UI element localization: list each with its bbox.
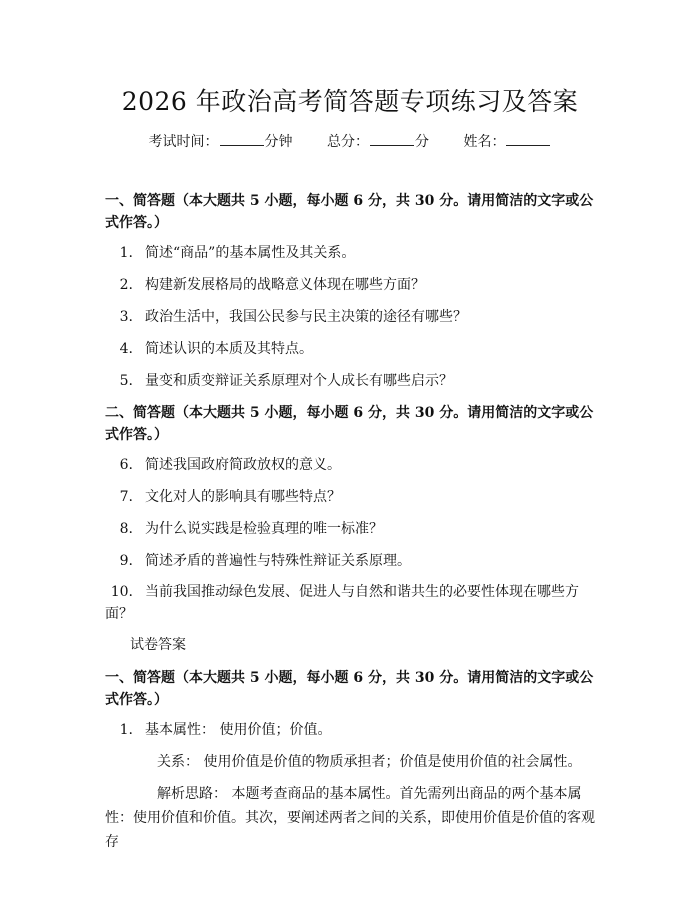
question-7: 7. 文化对人的影响具有哪些特点？ <box>119 489 341 505</box>
question-8: 8. 为什么说实践是检验真理的唯一标准？ <box>119 521 383 537</box>
question-3: 3. 政治生活中，我国公民参与民主决策的途径有哪些？ <box>119 309 467 325</box>
answer-1: 1. 基本属性： 使用价值；价值。 <box>119 722 332 738</box>
exam-meta <box>0 131 700 151</box>
section-heading-2: 二、简答题（本大题共 5 小题，每小题 6 分，共 30 分。请用简洁的文字或公式作答。） <box>105 405 594 443</box>
exam-name: 姓名： <box>463 134 551 150</box>
question-6: 6. 简述我国政府简政放权的意义。 <box>119 457 341 473</box>
answer-1-analysis: 解析思路： 本题考查商品的基本属性。首先需列出商品的两个基本属性：使用价值和价值。其次，要阐述两者之间的关系，即使用价值是价值的客观存 <box>105 786 595 850</box>
question-9: 9. 简述矛盾的普遍性与特殊性辩证关系原理。 <box>119 553 411 569</box>
question-2: 2. 构建新发展格局的战略意义体现在哪些方面？ <box>119 277 425 293</box>
question-5: 5. 量变和质变辩证关系原理对个人成长有哪些启示？ <box>119 373 453 389</box>
question-4: 4. 简述认识的本质及其特点。 <box>119 341 313 357</box>
section-heading-answers: 一、简答题（本大题共 5 小题，每小题 6 分，共 30 分。请用简洁的文字或公式作答。） <box>105 670 594 708</box>
question-1: 1. 简述“商品”的基本属性及其关系。 <box>119 245 356 261</box>
question-10: 10. 当前我国推动绿色发展、促进人与自然和谐共生的必要性体现在哪些方面？ <box>105 584 579 622</box>
answer-1-relation: 关系： 使用价值是价值的物质承担者；价值是使用价值的社会属性。 <box>157 754 582 770</box>
exam-score: 总分： 分 <box>327 134 429 150</box>
name-blank[interactable] <box>506 133 550 146</box>
answers-label: 试卷答案 <box>130 637 186 653</box>
score-blank[interactable] <box>370 133 414 146</box>
time-blank[interactable] <box>220 133 264 146</box>
section-heading-1: 一、简答题（本大题共 5 小题，每小题 6 分，共 30 分。请用简洁的文字或公式作答。） <box>105 193 594 231</box>
exam-time: 考试时间： 分钟 <box>148 134 293 150</box>
page-title: 2026 年政治高考简答题专项练习及答案 <box>121 87 579 116</box>
